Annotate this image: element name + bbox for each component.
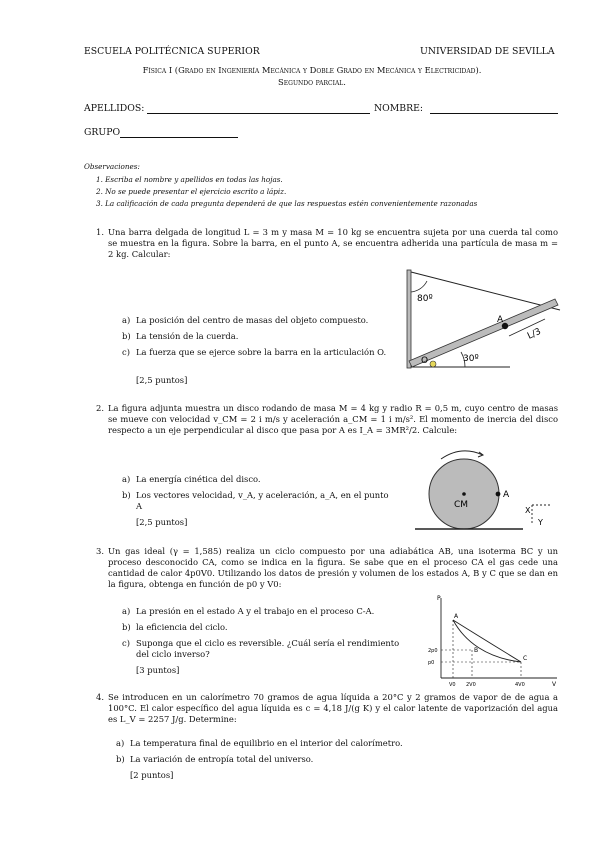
q4-item-text: La variación de entropía total del universo. — [130, 754, 314, 764]
q1-point-a: A — [497, 315, 504, 325]
q3-statement: Un gas ideal (γ = 1,585) realiza un ciclo compuesto por una adiabática AB, una isoterma BC y un proceso desconocido CA, como se indica en la figura. Se sabe que en el proceso CA el gas cede una cantidad de calor 4p0V0. Utilizando los datos de presión y volumen de los estados A, B y C que se dan en la figura, obtenga en función de p0 y V0: — [108, 546, 558, 589]
group-field[interactable] — [120, 137, 238, 138]
q3-v-tick-3: 4V0 — [515, 682, 525, 688]
course-line: Física I (Grado en Ingeniería Mecánica y Doble Grado en Mecánica y Electricidad). — [142, 65, 482, 75]
q1-points: [2,5 puntos] — [136, 375, 188, 385]
surname-label: APELLIDOS: — [84, 103, 145, 114]
q2-statement: La figura adjunta muestra un disco rodando de masa M = 4 kg y radio R = 0,5 m, cuyo centro de masas se mueve con velocidad v_CM = 2 i m/s y aceleración a_CM = 1 i m/s². El momento de inercia del disco respecto a un eje perpendicular al disco que pasa por A es I_A = 3MR²/2. Calcule: — [108, 403, 558, 435]
q3-item-text: la eficiencia del ciclo. — [136, 622, 228, 632]
q4-item-text: La temperatura final de equilibrio en el interior del calorímetro. — [130, 738, 403, 748]
q1-angle-top: 80º — [417, 294, 433, 304]
q1-point-o: O — [421, 356, 429, 366]
q2-item-text: La energía cinética del disco. — [136, 474, 261, 484]
q4-points: [2 puntos] — [130, 770, 174, 780]
q2-points: [2,5 puntos] — [136, 517, 188, 527]
q4-statement: Se introducen en un calorímetro 70 gramos de agua líquida a 20°C y 2 gramos de vapor de de agua a 100°C. El calor específico del agua líquida es c = 4,18 J/(g K) y el calor latente de vaporización del agua es L_V = 2257 J/g. Determine: — [108, 692, 558, 724]
q1-item-label: b) — [122, 331, 131, 341]
q2-item-text: Los vectores velocidad, v_A, y aceleración, a_A, en el punto A — [136, 490, 389, 511]
surname-field[interactable] — [147, 113, 370, 114]
q1-number: 1. — [96, 227, 104, 237]
q4-number: 4. — [96, 692, 104, 702]
observation-item: 1. Escriba el nombre y apellidos en todas las hojas. — [96, 175, 283, 184]
q3-p-tick-1: 2p0 — [428, 648, 438, 654]
observation-item: 3. La calificación de cada pregunta dependerá de que las respuestas estén convenientemente razonadas — [96, 199, 478, 208]
q1-item-text: La fuerza que se ejerce sobre la barra en la articulación O. — [136, 347, 387, 357]
q3-item-label: a) — [122, 606, 131, 616]
observations-title: Observaciones: — [84, 162, 140, 171]
q2-axis-x: X — [525, 506, 531, 515]
q1-item-text: La tensión de la cuerda. — [136, 331, 239, 341]
q4-item-label: b) — [116, 754, 125, 764]
q1-angle-bottom: 30º — [463, 354, 479, 364]
q3-item-label: c) — [122, 638, 130, 648]
q1-segment-label: L/3 — [526, 326, 543, 342]
q2-axis-y: Y — [538, 518, 543, 527]
q3-pv-diagram — [425, 592, 565, 688]
q3-number: 3. — [96, 546, 104, 556]
q3-item-label: b) — [122, 622, 131, 632]
group-label: GRUPO — [84, 127, 121, 138]
school-name: ESCUELA POLITÉCNICA SUPERIOR — [84, 46, 260, 57]
q3-item-text: La presión en el estado A y el trabajo en el proceso C-A. — [136, 606, 375, 616]
q3-state-b: B — [474, 647, 479, 654]
exam-title: Segundo parcial. — [278, 77, 346, 87]
q2-center-label: CM — [454, 500, 469, 510]
observation-item: 2. No se puede presentar el ejercicio escrito a lápiz. — [96, 187, 287, 196]
q1-item-text: La posición del centro de masas del objeto compuesto. — [136, 315, 369, 325]
name-label: NOMBRE: — [374, 103, 424, 114]
q1-statement: Una barra delgada de longitud L = 3 m y masa M = 10 kg se encuentra sujeta por una cuerda tal como se muestra en la figura. Sobre la barra, en el punto A, se encuentra adherida una partícula de masa m = 2 kg. Calcular: — [108, 227, 558, 259]
q1-bar-figure — [395, 262, 565, 374]
q3-axis-p: P — [437, 595, 441, 602]
q4-item-label: a) — [116, 738, 125, 748]
q3-v-tick-1: V0 — [449, 682, 456, 688]
q3-points: [3 puntos] — [136, 665, 180, 675]
q3-v-tick-2: 2V0 — [466, 682, 476, 688]
q2-point-a: A — [503, 490, 510, 500]
q2-item-label: b) — [122, 490, 131, 500]
q3-state-a: A — [454, 613, 459, 620]
name-field[interactable] — [430, 113, 558, 114]
q3-axis-v: V — [552, 681, 557, 688]
q2-disc-figure — [405, 443, 565, 533]
q3-state-c: C — [523, 655, 528, 662]
q2-number: 2. — [96, 403, 104, 413]
q2-item-label: a) — [122, 474, 131, 484]
q3-item-text: Suponga que el ciclo es reversible. ¿Cuál sería el rendimiento del ciclo inverso? — [136, 638, 400, 659]
q1-item-label: a) — [122, 315, 131, 325]
university-name: UNIVERSIDAD DE SEVILLA — [420, 46, 555, 57]
q1-item-label: c) — [122, 347, 130, 357]
q3-p-tick-2: p0 — [428, 660, 435, 666]
